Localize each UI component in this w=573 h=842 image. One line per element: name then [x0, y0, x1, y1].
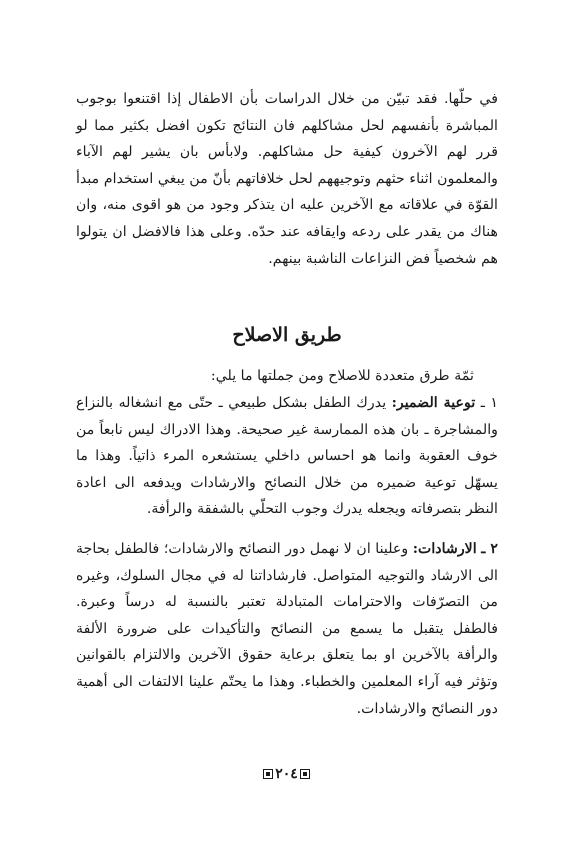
opening-paragraph-block — [76, 86, 498, 272]
section-heading: طريق الاصلاح — [232, 324, 342, 346]
item-2-number: ٢ ـ — [481, 541, 499, 557]
item-2-keyword: الارشادات: — [412, 541, 477, 557]
item-1-keyword: توعية الضمير: — [391, 395, 476, 411]
item-1-block — [76, 390, 498, 523]
item-1-body: يدرك الطفل بشكل طبيعي ـ حتّى مع انشغاله بالنزاع والمشاجرة ـ بان هذه الممارسة غير صحيحة. وهذا الادراك ليس نابعاً من خوف العقوبة وانما هو احساس داخلي يستشعره المرء ذاتياً. وهذا ما يسهّل توعية ضميره من خلال النصائح والارشادات ويدفعه الى اعادة النظر بتصرفاته ويجعله يدرك وجوب التحلّي بالشفقة والرأفة. — [76, 395, 498, 518]
item-2-block — [76, 536, 498, 722]
ornament-box-icon — [300, 769, 310, 779]
page-number: ٢٠٤ — [275, 766, 298, 782]
item-2-paragraph — [76, 536, 498, 722]
page-footer — [0, 764, 573, 784]
intro-line: ثمّة طرق متعددة للاصلاح ومن جملتها ما يلي: — [210, 368, 474, 384]
ornament-box-icon — [263, 769, 273, 779]
item-1-number: ١ ـ — [480, 395, 498, 411]
opening-paragraph: في حلّها. فقد تبيّن من خلال الدراسات بأن الاطفال إذا اقتنعوا بوجوب المباشرة بأنفسهم لحل مشاكلهم فان النتائج تكون افضل بكثير مما لو قرر لهم الآخرون كيفية حل مشاكلهم. ولابأس بان يشير لهم الآباء والمعلمون اثناء حثهم وتوجيههم لحل خلافاتهم بأنّ من يبغي استخدام مبدأ القوّة في علاقاته مع الآخرين عليه ان يتذكر وجود من هو اقوى منه، وان هناك من يقدر على ردعه وايقافه عند حدّه. وعلى هذا فالافضل ان يتولوا هم شخصياً فض النزاعات الناشبة بينهم. — [76, 91, 498, 267]
item-1-paragraph — [76, 390, 498, 523]
item-2-body: وعلينا ان لا نهمل دور النصائح والارشادات؛ فالطفل بحاجة الى الارشاد والتوجيه المتواصل. فارشاداتنا له في مجال السلوك، وغيره من التصرّفات والاحترامات المتبادلة تعتبر بالنسبة له درساً وعبرة. فالطفل يتقبل ما يسمع من النصائح والتأكيدات على ضرورة الألفة والرأفة بالآخرين او بما يتعلق برعاية حقوق الآخرين والالتزام بالقوانين وتؤثر فيه آراء المعلمين والخطباء. وهذا ما يحتّم علينا الالتفات الى أهمية دور النصائح والارشادات. — [76, 541, 498, 717]
